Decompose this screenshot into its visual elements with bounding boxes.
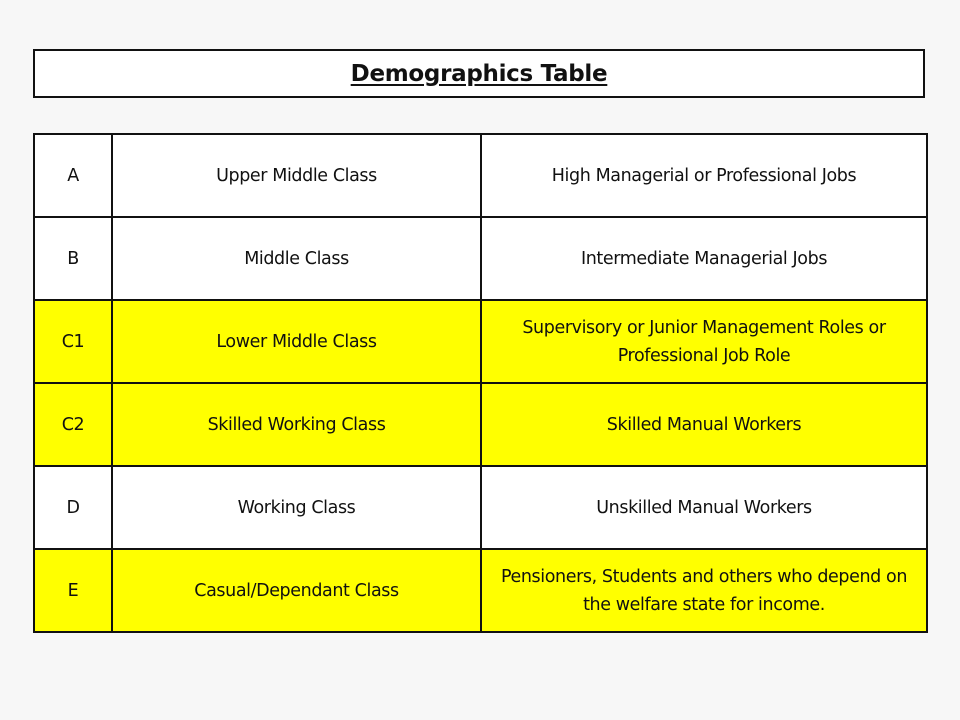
class-cell: Middle Class [112, 217, 481, 300]
demographics-table [33, 133, 928, 633]
table-row [34, 466, 927, 549]
description-cell: Skilled Manual Workers [481, 383, 927, 466]
table-row [34, 383, 927, 466]
description-cell: Pensioners, Students and others who depend on the welfare state for income. [481, 549, 927, 632]
class-cell: Upper Middle Class [112, 134, 481, 217]
description-cell: Unskilled Manual Workers [481, 466, 927, 549]
title-box [33, 49, 925, 98]
grade-cell: D [34, 466, 112, 549]
description-cell: Supervisory or Junior Management Roles or Professional Job Role [481, 300, 927, 383]
class-cell: Lower Middle Class [112, 300, 481, 383]
class-cell: Skilled Working Class [112, 383, 481, 466]
table-row [34, 300, 927, 383]
page-title: Demographics Table [350, 60, 608, 87]
grade-cell: B [34, 217, 112, 300]
description-cell: High Managerial or Professional Jobs [481, 134, 927, 217]
grade-cell: E [34, 549, 112, 632]
table-row [34, 217, 927, 300]
grade-cell: C2 [34, 383, 112, 466]
description-cell: Intermediate Managerial Jobs [481, 217, 927, 300]
table-row [34, 134, 927, 217]
class-cell: Casual/Dependant Class [112, 549, 481, 632]
class-cell: Working Class [112, 466, 481, 549]
grade-cell: A [34, 134, 112, 217]
grade-cell: C1 [34, 300, 112, 383]
table-row [34, 549, 927, 632]
